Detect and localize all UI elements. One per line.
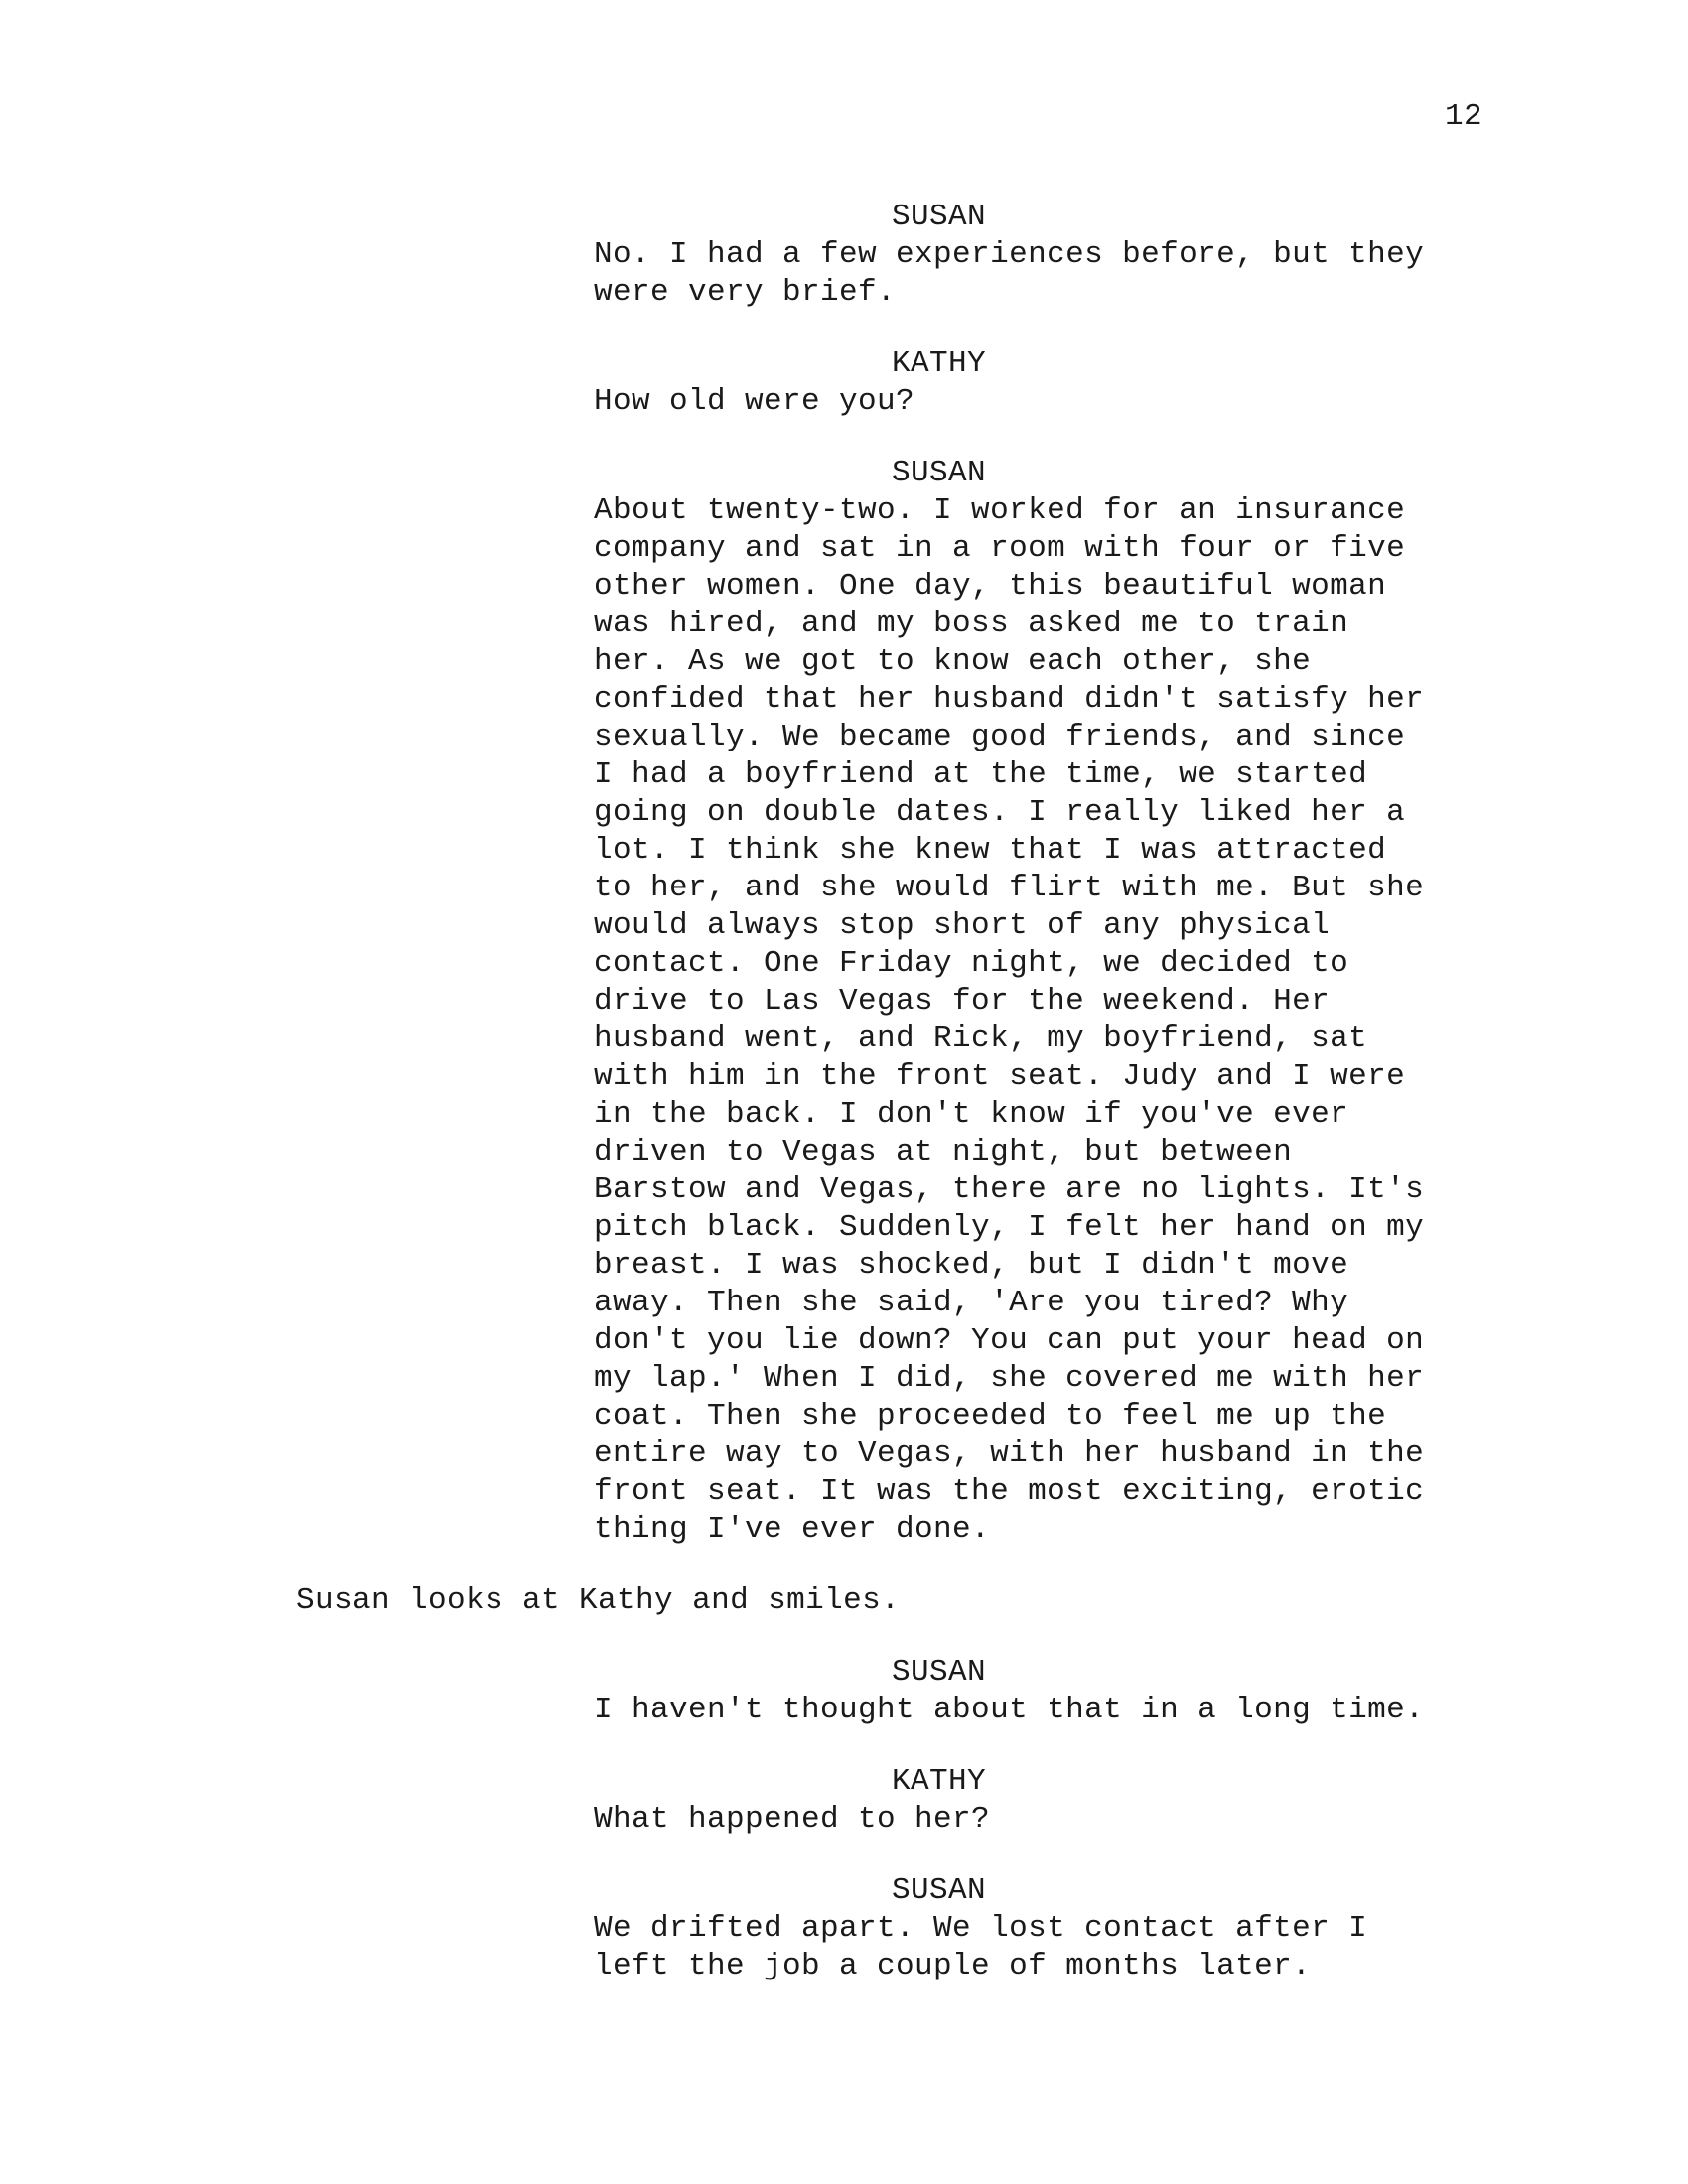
action-line: Susan looks at Kathy and smiles. — [296, 1583, 901, 1618]
character-name: KATHY — [892, 346, 987, 381]
character-name: SUSAN — [892, 456, 987, 490]
dialogue: I haven't thought about that in a long time. — [594, 1693, 1425, 1727]
screenplay-body — [296, 199, 1487, 1985]
page-number: 12 — [1444, 99, 1482, 134]
character-name: SUSAN — [892, 1873, 987, 1908]
dialogue: We drifted apart. We lost contact after I left the job a couple of months later. — [594, 1911, 1368, 1983]
dialogue: About twenty-two. I worked for an insurance company and sat in a room with four or five other women. One day, this beautiful woman was hired, and my boss asked me to train her. As we got to know each other, she confided that her husband didn't satisfy her sexually. We became good friends, and since I had a boyfriend at the time, we started going on double dates. I really liked her a lot. I think she knew that I was attracted to her, and she would flirt with me. But she would always stop short of any physical contact. One Friday night, we decided to drive to Las Vegas for the weekend. Her husband went, and Rick, my boyfriend, sat with him in the front seat. Judy and I were in the back. I don't know if you've ever driven to Vegas at night, but between Barstow and Vegas, there are no lights. It's pitch black. Suddenly, I felt her hand on my breast. I was shocked, but I didn't move away. Then she said, 'Are you tired? Why don't you lie down? You can put your head on my lap.' When I did, she covered me with her coat. Then she proceeded to feel me up the entire way to Vegas, with her husband in the front seat. It was the most exciting, erotic thing I've ever done. — [594, 493, 1425, 1547]
dialogue: How old were you? — [594, 384, 915, 419]
dialogue: No. I had a few experiences before, but they were very brief. — [594, 237, 1425, 310]
character-name: SUSAN — [892, 1655, 987, 1690]
dialogue: What happened to her? — [594, 1802, 991, 1837]
character-name: SUSAN — [892, 200, 987, 234]
character-name: KATHY — [892, 1764, 987, 1799]
